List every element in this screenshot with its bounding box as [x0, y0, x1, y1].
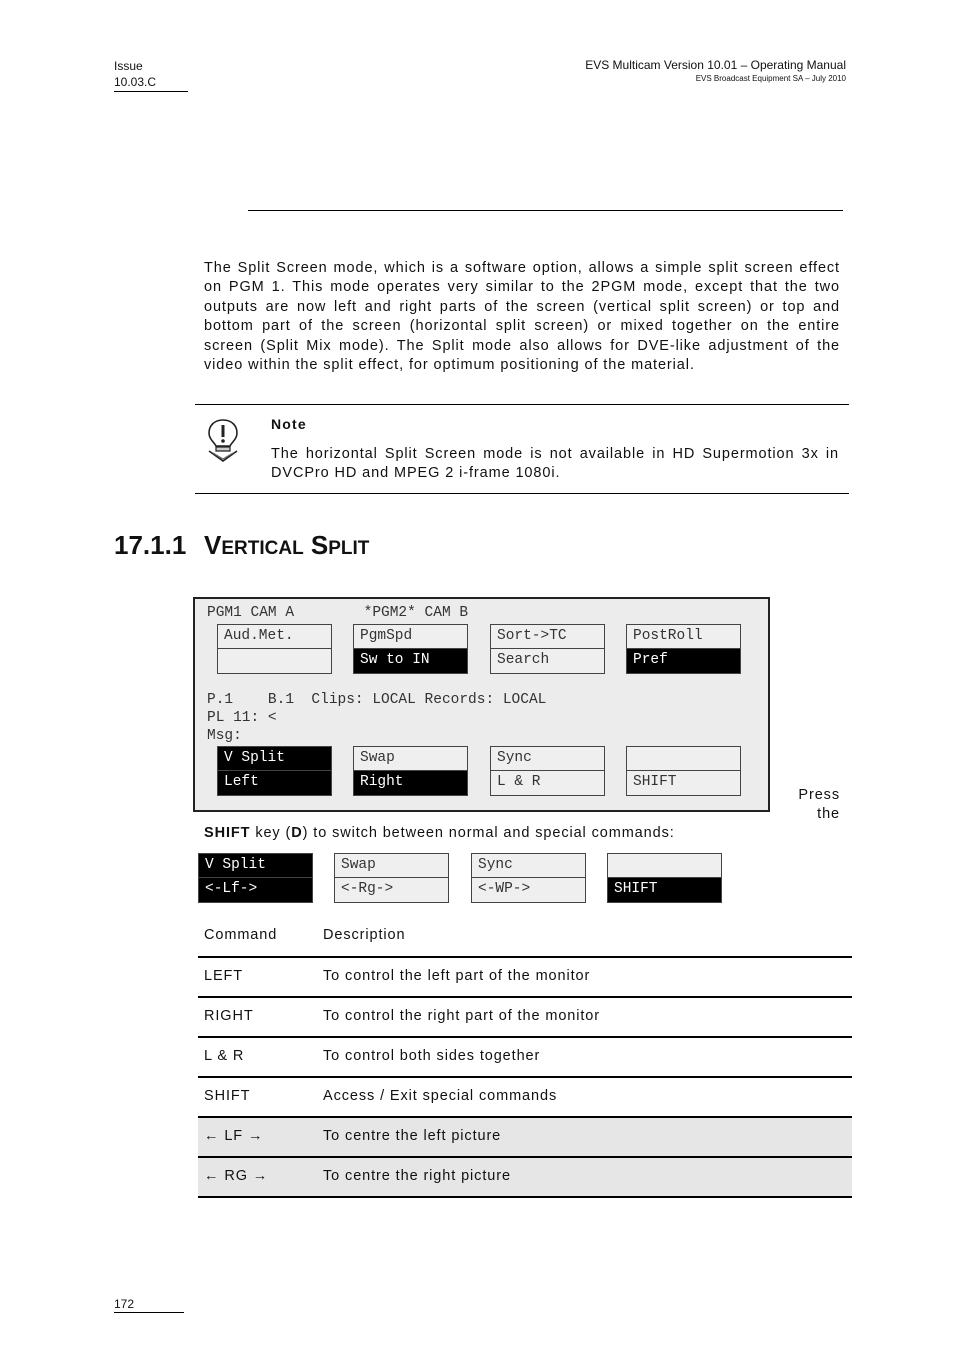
row-description: To centre the left picture — [323, 1128, 502, 1144]
table-row — [198, 1158, 852, 1198]
shift-word: SHIFT — [204, 825, 251, 841]
shift-instruction — [204, 825, 675, 841]
table-row — [198, 1078, 852, 1118]
issue-label: Issue — [114, 59, 143, 73]
row-command: SHIFT — [204, 1088, 251, 1104]
table-row — [198, 1118, 852, 1158]
lcd-key-aud-met[interactable]: Aud.Met. — [217, 624, 332, 649]
table-header — [198, 918, 852, 958]
table-row — [198, 958, 852, 998]
page-number: 172 — [114, 1296, 184, 1313]
press-text-line2: the — [817, 806, 840, 823]
section-title-rest-1: ERTICAL — [221, 538, 304, 559]
shift-key-lf[interactable]: <-Lf-> — [198, 877, 313, 903]
issue-number: 10.03.C — [114, 75, 157, 89]
top-divider — [248, 210, 843, 211]
lcd-key-pgmspd[interactable]: PgmSpd — [353, 624, 468, 649]
section-title-initial-v: V — [204, 530, 222, 560]
lcd-key-postroll[interactable]: PostRoll — [626, 624, 741, 649]
note-bulb-icon — [205, 417, 241, 463]
row-command: L & R — [204, 1048, 245, 1064]
shift-text-rest: ) to switch between normal and special commands: — [302, 825, 675, 841]
table-row — [198, 1038, 852, 1078]
shift-key-v-split[interactable]: V Split — [198, 853, 313, 878]
row-command: ← RG → — [204, 1168, 269, 1184]
lcd-key-shift[interactable]: SHIFT — [626, 770, 741, 796]
lcd-key-blank[interactable] — [217, 648, 332, 674]
lcd-key-right[interactable]: Right — [353, 770, 468, 796]
table-row — [198, 998, 852, 1038]
row-command: RIGHT — [204, 1008, 254, 1024]
row-command: LEFT — [204, 968, 244, 984]
section-heading — [114, 530, 369, 561]
lcd-status-line: P.1 B.1 Clips: LOCAL Records: LOCAL — [207, 692, 547, 708]
lcd-key-sort-tc[interactable]: Sort->TC — [490, 624, 605, 649]
section-title-rest-2: PLIT — [328, 538, 370, 559]
lcd-pgm-line: PGM1 CAM A *PGM2* CAM B — [207, 605, 469, 621]
header-command: Command — [204, 927, 278, 943]
row-description: To control the right part of the monitor — [323, 1008, 600, 1024]
lcd-screen — [193, 597, 770, 812]
lcd-key-pref[interactable]: Pref — [626, 648, 741, 674]
shift-letter: D — [291, 825, 303, 841]
shift-key-shift[interactable]: SHIFT — [607, 877, 722, 903]
note-title: Note — [271, 416, 307, 432]
lcd-key-l-and-r[interactable]: L & R — [490, 770, 605, 796]
press-text — [798, 786, 840, 825]
lcd-key-swap[interactable]: Swap — [353, 746, 468, 771]
document-title: EVS Multicam Version 10.01 – Operating Manual — [585, 58, 846, 72]
press-text-line1: Press — [798, 787, 840, 803]
shift-key-empty[interactable] — [607, 853, 722, 878]
document-header — [585, 58, 846, 84]
lcd-key-sync[interactable]: Sync — [490, 746, 605, 771]
section-number: 17.1.1 — [114, 530, 187, 560]
shift-key-rg[interactable]: <-Rg-> — [334, 877, 449, 903]
row-command: ← LF → — [204, 1128, 264, 1144]
section-title-initial-s: S — [310, 530, 329, 560]
row-description: Access / Exit special commands — [323, 1088, 558, 1104]
lcd-key-left[interactable]: Left — [217, 770, 332, 796]
lcd-message-line: Msg: — [207, 728, 242, 744]
command-table — [198, 918, 852, 1198]
row-description: To control the left part of the monitor — [323, 968, 591, 984]
shift-key-swap[interactable]: Swap — [334, 853, 449, 878]
shift-text-mid: key ( — [250, 825, 292, 841]
lcd-key-sw-to-in[interactable]: Sw to IN — [353, 648, 468, 674]
row-description: To control both sides together — [323, 1048, 541, 1064]
issue-block — [114, 58, 188, 92]
shift-key-wp[interactable]: <-WP-> — [471, 877, 586, 903]
intro-paragraph: The Split Screen mode, which is a software option, allows a simple split screen effect on PGM 1. This mode operates very similar to the 2PGM mode, except that the two outputs are now left and right parts of the screen (vertical split screen) or top and bottom part of the screen (horizontal split screen) or mixed together on the entire screen (Split Mix mode). The Split mode also allows for DVE-like adjustment of the video within the split effect, for optimum positioning of the material. — [204, 260, 840, 374]
lcd-key-search[interactable]: Search — [490, 648, 605, 674]
note-text: The horizontal Split Screen mode is not available in HD Supermotion 3x in DVCPro HD and MPEG 2 i-frame 1080i. — [271, 446, 839, 482]
document-subtitle: EVS Broadcast Equipment SA – July 2010 — [695, 74, 846, 83]
row-description: To centre the right picture — [323, 1168, 511, 1184]
lcd-key-empty[interactable] — [626, 746, 741, 771]
shift-key-sync[interactable]: Sync — [471, 853, 586, 878]
lcd-playlist-line: PL 11: < — [207, 710, 277, 726]
note-box — [195, 404, 849, 494]
shift-keys-row — [198, 853, 728, 905]
lcd-key-v-split[interactable]: V Split — [217, 746, 332, 771]
header-description: Description — [323, 927, 406, 943]
